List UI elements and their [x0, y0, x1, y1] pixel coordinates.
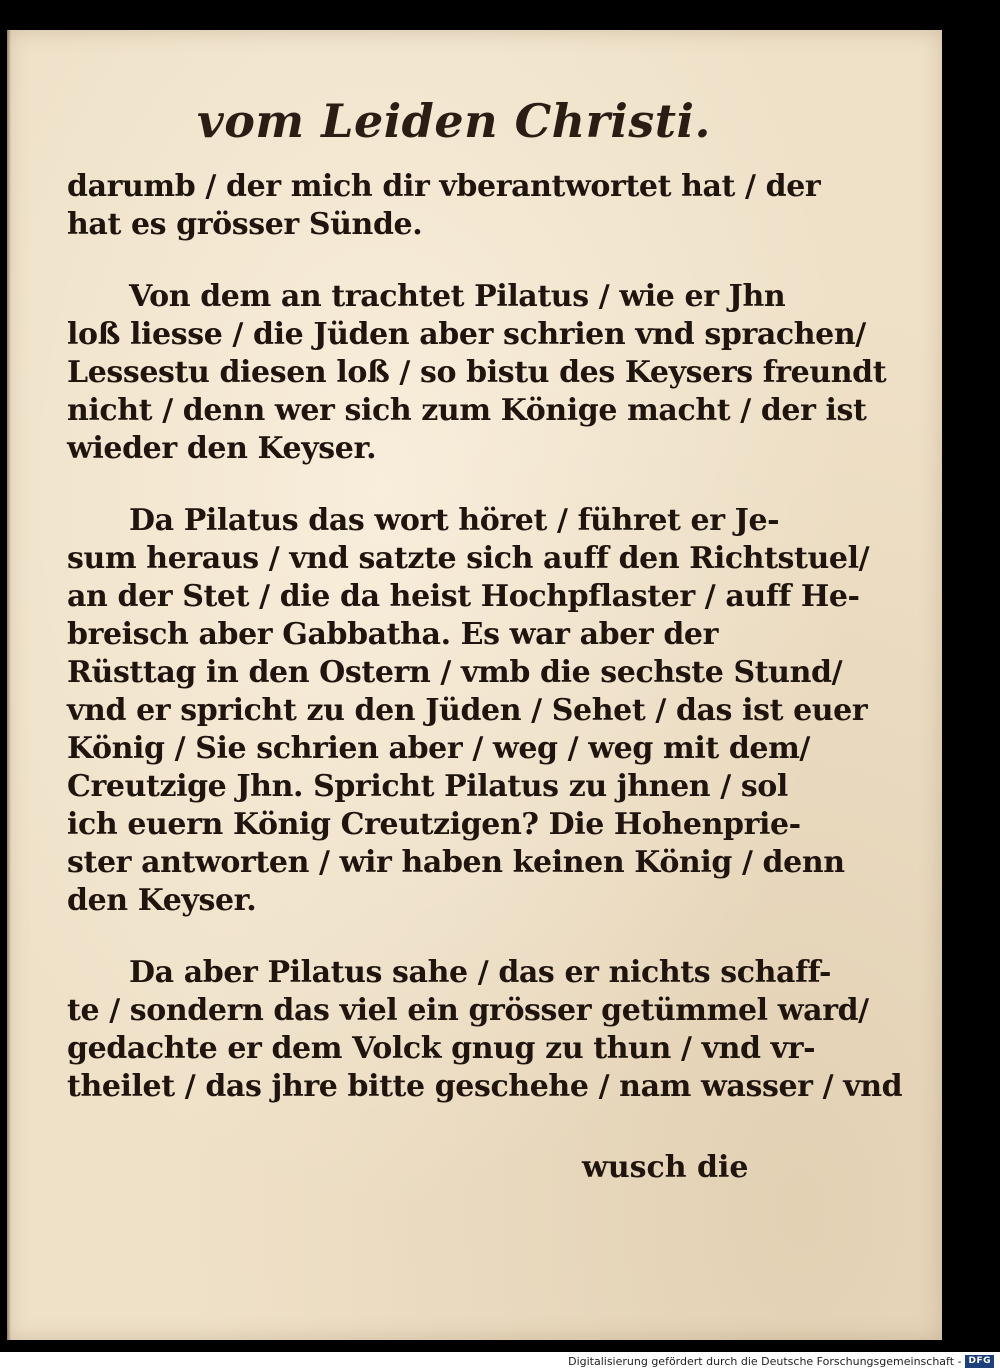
text-line: wieder den Keyser. — [67, 431, 377, 466]
text-line: den Keyser. — [67, 883, 257, 918]
text-line: Von dem an trachtet Pilatus / wie er Jhn — [129, 279, 786, 314]
dfg-logo-icon: DFG — [965, 1355, 994, 1368]
text-line: theilet / das jhre bitte geschehe / nam wasser / vnd — [67, 1069, 903, 1104]
text-line: loß liesse / die Jüden aber schrien vnd sprachen/ — [67, 317, 866, 352]
text-line: sum heraus / vnd satzte sich auff den Richtstuel/ — [67, 541, 870, 576]
text-line: König / Sie schrien aber / weg / weg mit dem/ — [67, 731, 810, 766]
text-line: an der Stet / die da heist Hochpflaster / auff He- — [67, 579, 860, 614]
text-line: te / sondern das viel ein grösser getümmel ward/ — [67, 993, 869, 1028]
text-line: vnd er spricht zu den Jüden / Sehet / das ist euer — [67, 693, 868, 728]
text-line: Creutzige Jhn. Spricht Pilatus zu jhnen / sol — [67, 769, 788, 804]
book-page — [7, 30, 942, 1340]
text-line: nicht / denn wer sich zum Könige macht / der ist — [67, 393, 867, 428]
text-line: ich euern König Creutzigen? Die Hohenprie- — [67, 807, 801, 842]
text-line: gedachte er dem Volck gnug zu thun / vnd vr- — [67, 1031, 816, 1066]
text-line: breisch aber Gabbatha. Es war aber der — [67, 617, 719, 652]
text-line: Lessestu diesen loß / so bistu des Keysers freundt — [67, 355, 887, 390]
text-line: Da Pilatus das wort höret / führet er Je- — [129, 503, 780, 538]
catchword: wusch die — [582, 1150, 749, 1185]
text-line: darumb / der mich dir vberantwortet hat / der — [67, 169, 821, 204]
text-line: ster antworten / wir haben keinen König / denn — [67, 845, 845, 880]
text-line: hat es grösser Sünde. — [67, 207, 423, 242]
text-line: Da aber Pilatus sahe / das er nichts schaff- — [129, 955, 832, 990]
funding-credit: Digitalisierung gefördert durch die Deutsche Forschungsgemeinschaft - — [568, 1355, 962, 1368]
running-head: vom Leiden Christi. — [197, 94, 711, 148]
text-line: Rüsttag in den Ostern / vmb die sechste Stund/ — [67, 655, 843, 690]
body-text — [67, 168, 903, 1106]
page-gutter-shadow — [7, 30, 11, 1340]
footer-bar — [0, 1352, 1000, 1371]
